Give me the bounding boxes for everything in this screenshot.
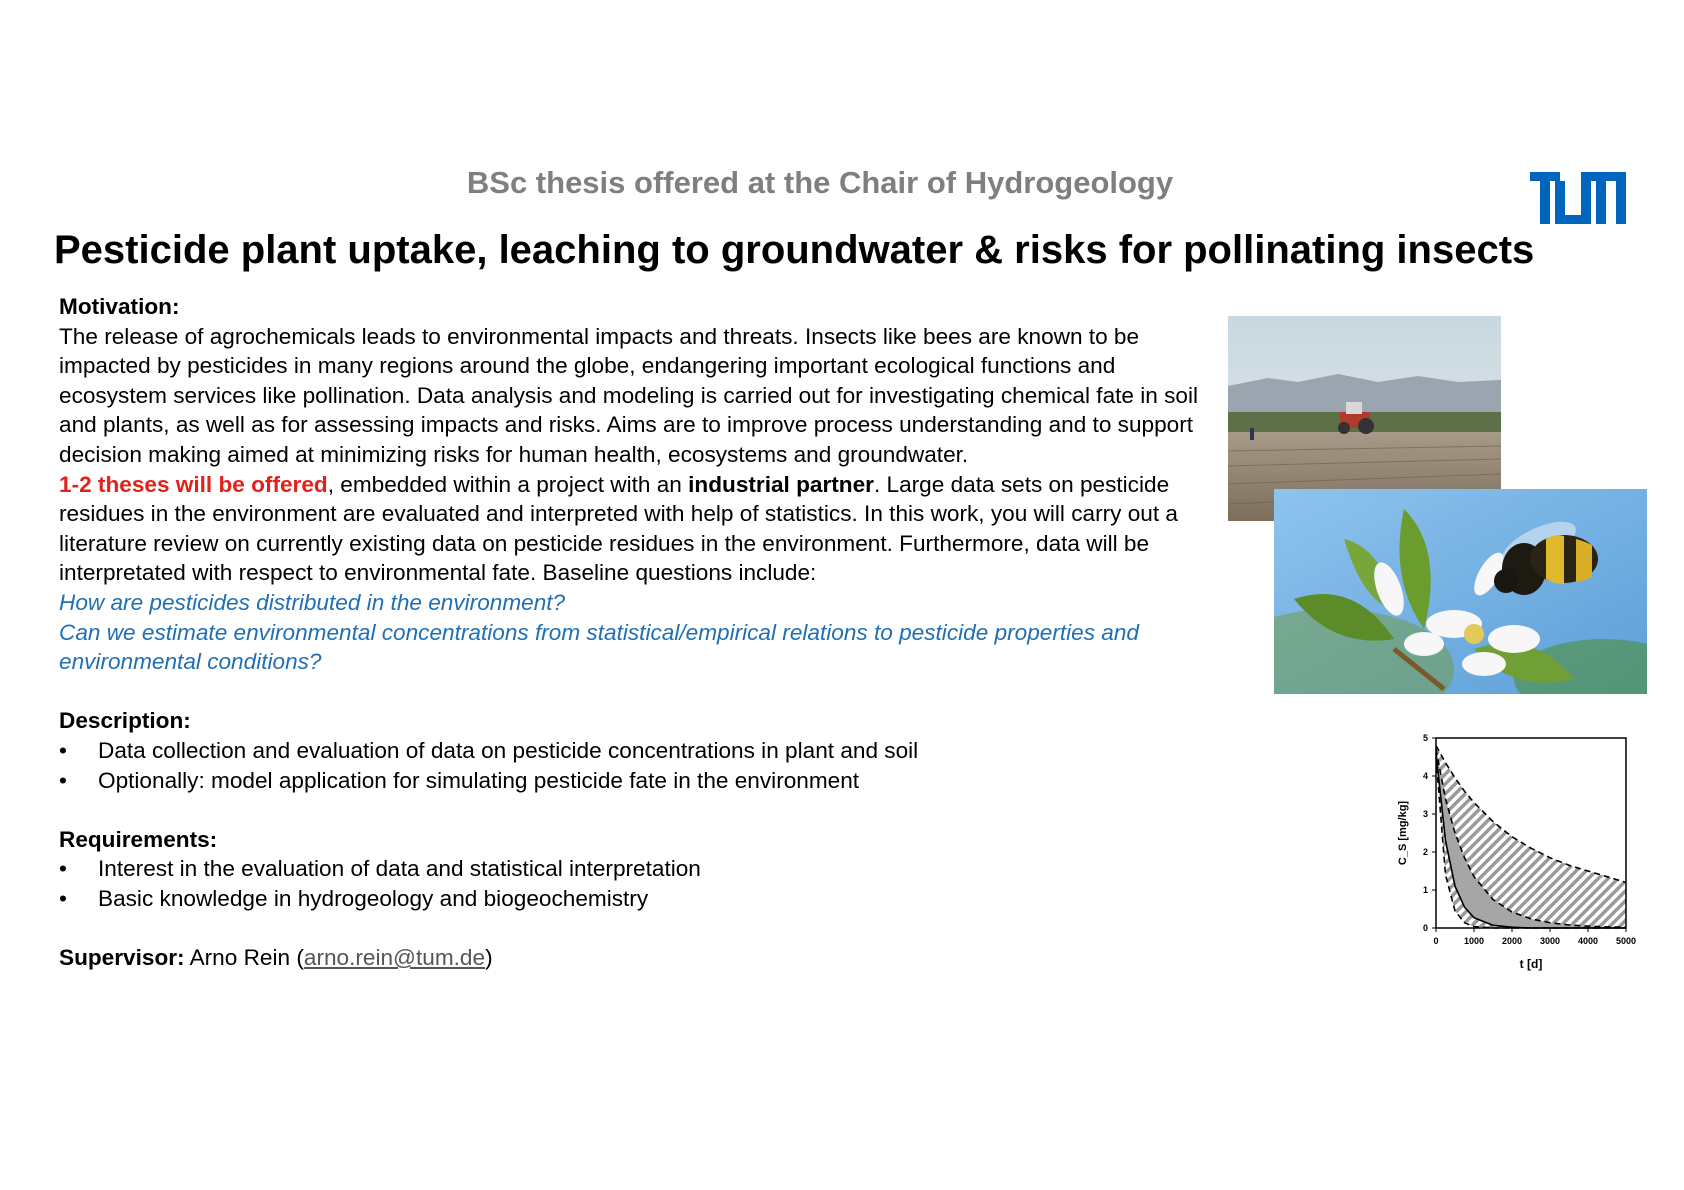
chart-x-tick-label: 0: [1433, 936, 1439, 946]
offer-paragraph: [59, 470, 1209, 588]
chart-y-tick-label: 5: [1422, 733, 1428, 743]
chart-x-tick-label: 5000: [1615, 936, 1637, 946]
list-item: • Basic knowledge in hydrogeology and biogeochemistry: [59, 884, 1209, 914]
list-item: • Data collection and evaluation of data on pesticide concentrations in plant and soil: [59, 736, 1209, 766]
page-subtitle: BSc thesis offered at the Chair of Hydrogeology: [466, 165, 1174, 200]
chart-y-tick-label: 3: [1422, 809, 1428, 819]
supervisor-label: Supervisor:: [59, 945, 185, 971]
chart-x-tick-label: 1000: [1463, 936, 1485, 946]
chart-y-tick-label: 4: [1422, 771, 1428, 781]
offer-text: , embedded within a project with an: [327, 471, 689, 497]
bullet-icon: •: [59, 767, 67, 793]
question-1: How are pesticides distributed in the environment?: [59, 589, 566, 615]
bullet-icon: •: [59, 885, 67, 911]
offer-rest: . Large data sets on pesticide residues in the environment are evaluated and interpreted with help of statistics. In this work, you will carry out a literature review on currently existing data on pesticide residues in the environment. Furthermore, data will be interpretated with respect to environmental fate. Baseline questions include:: [59, 471, 1178, 586]
industrial-partner: industrial partner: [688, 471, 874, 497]
requirements-heading: Requirements:: [59, 826, 218, 852]
chart-y-tick-label: 0: [1422, 923, 1428, 933]
chart-y-tick-label: 1: [1422, 885, 1428, 895]
supervisor-line: Supervisor: Arno Rein (arno.rein@tum.de): [59, 945, 493, 971]
bullet-icon: •: [59, 737, 67, 763]
list-item: • Optionally: model application for simulating pesticide fate in the environment: [59, 766, 1209, 796]
list-item: • Interest in the evaluation of data and statistical interpretation: [59, 854, 1209, 884]
body-text: [59, 292, 1209, 973]
motivation-paragraph: The release of agrochemicals leads to environmental impacts and threats. Insects like bees are known to be impacted by pesticides in many regions around the globe, endangering important ecological functions and ecosystem services like pollination. Data analysis and modeling is carried out for investigating chemical fate in soil and plants, as well as for assessing impacts and risks. Aims are to improve process understanding and to support decision making aimed at minimizing risks for human health, ecosystems and groundwater.: [59, 323, 1199, 467]
tum-logo: [1530, 172, 1626, 224]
bullet-icon: •: [59, 856, 67, 882]
chart-y-axis-label: C_S [mg/kg]: [1397, 800, 1409, 866]
page-title: Pesticide plant uptake, leaching to groundwater & risks for pollinating insects: [54, 228, 1535, 272]
question-2: Can we estimate environmental concentrations from statistical/empirical relations to pesticide properties and environmental conditions?: [59, 619, 1139, 675]
supervisor-email-link[interactable]: arno.rein@tum.de: [303, 945, 486, 971]
chart-x-tick-label: 2000: [1501, 936, 1523, 946]
supervisor-name: Arno Rein (: [184, 945, 304, 971]
chart-y-tick-label: 2: [1422, 847, 1428, 857]
chart-x-tick-label: 4000: [1577, 936, 1599, 946]
motivation-heading: Motivation:: [59, 294, 180, 319]
description-heading: Description:: [59, 708, 191, 734]
chart-x-axis-label: t [d]: [1519, 957, 1543, 971]
bee-flower-photo: [1274, 489, 1647, 694]
chart-x-tick-label: 3000: [1539, 936, 1561, 946]
offer-highlight: 1-2 theses will be offered: [59, 471, 328, 497]
concentration-chart: [1380, 728, 1640, 976]
